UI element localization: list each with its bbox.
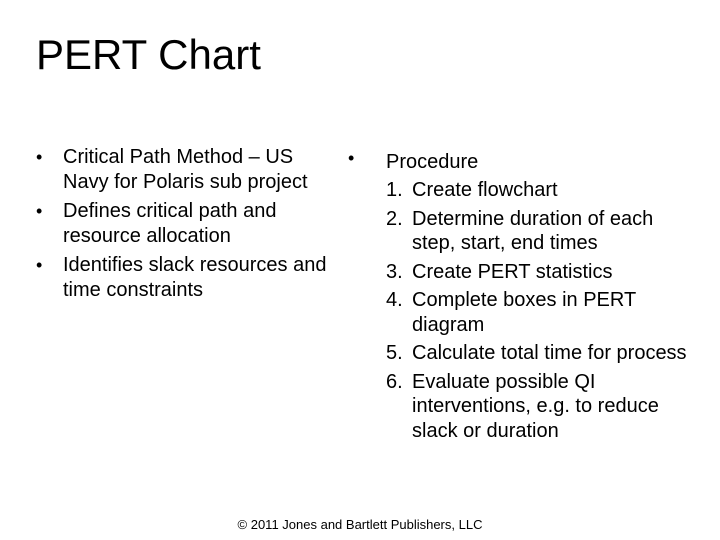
procedure-step [386, 288, 688, 337]
slide-title: PERT Chart [36, 31, 261, 78]
bullet-text: Identifies slack resources and time constraints [63, 254, 327, 301]
procedure-step [386, 370, 688, 444]
procedure-heading-text: Procedure [386, 151, 479, 173]
bullet-item [36, 199, 336, 249]
bullet-item [36, 145, 336, 195]
step-number: 1. [386, 179, 403, 201]
bullet-text: Critical Path Method – US Navy for Polaris sub project [63, 146, 308, 193]
step-number: 5. [386, 342, 403, 364]
bullet-icon: • [348, 148, 355, 168]
step-text: Create flowchart [412, 179, 558, 201]
step-text: Determine duration of each step, start, end times [412, 207, 654, 254]
step-text: Create PERT statistics [412, 260, 613, 283]
step-number: 6. [386, 370, 403, 393]
bullet-icon: • [36, 147, 43, 167]
procedure-step [386, 207, 688, 256]
step-text: Complete boxes in PERT diagram [412, 289, 636, 336]
bullet-text: Defines critical path and resource allocation [63, 200, 277, 247]
bullet-icon: • [36, 255, 43, 275]
procedure-step [386, 260, 688, 285]
bullet-icon: • [36, 201, 43, 221]
right-column [348, 150, 688, 447]
step-number: 3. [386, 260, 403, 283]
left-bullet-list [36, 145, 336, 307]
procedure-step [386, 341, 688, 366]
step-text: Calculate total time for process [412, 342, 687, 364]
bullet-item [36, 253, 336, 303]
procedure-heading [348, 150, 688, 175]
procedure-steps [348, 178, 688, 443]
step-number: 4. [386, 289, 403, 311]
procedure-step [386, 178, 688, 203]
step-number: 2. [386, 207, 403, 230]
step-text: Evaluate possible QI interventions, e.g. to reduce slack or duration [412, 370, 659, 442]
copyright-footer: © 2011 Jones and Bartlett Publishers, LLC [237, 517, 483, 532]
